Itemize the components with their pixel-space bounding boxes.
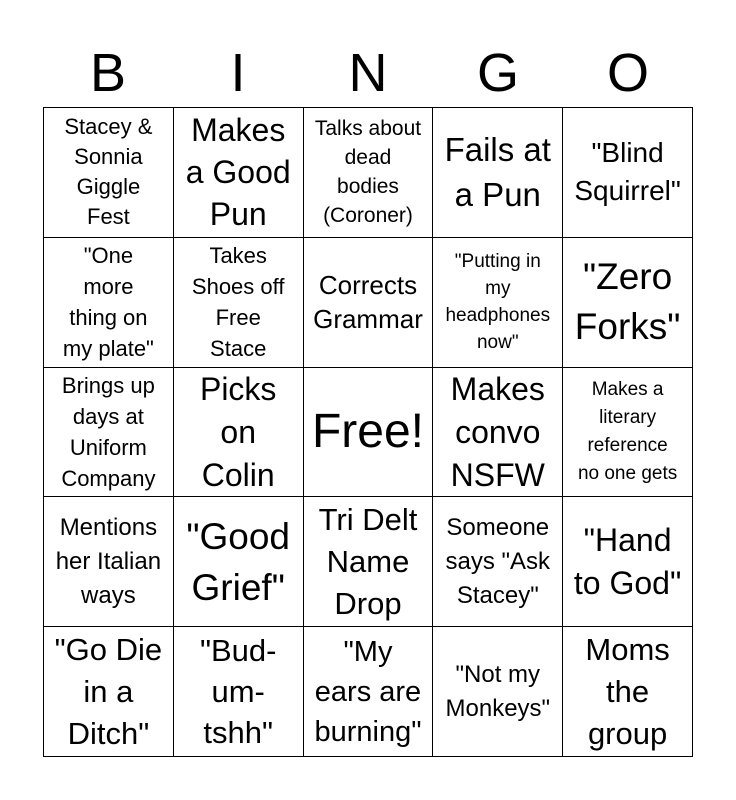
bingo-cell-text: Talks about dead bodies (Coroner) <box>314 117 422 228</box>
bingo-cell-text: Moms the group <box>585 631 670 751</box>
bingo-cell-text: "Hand to God" <box>573 521 682 601</box>
bingo-cell[interactable] <box>44 368 174 498</box>
bingo-free-cell[interactable] <box>304 368 434 498</box>
bingo-cell-text: "One more thing on my plate" <box>62 243 154 362</box>
header-letter-n: N <box>348 43 388 103</box>
bingo-cell[interactable] <box>433 497 563 627</box>
bingo-cell-text: "My ears are burning" <box>314 635 422 748</box>
bingo-cell[interactable] <box>563 368 693 498</box>
bingo-cell[interactable] <box>174 368 304 498</box>
bingo-cell-text: Stacey & Sonnia Giggle Fest <box>64 114 153 230</box>
bingo-cell-text: Fails at a Pun <box>444 131 551 214</box>
bingo-cell[interactable] <box>563 627 693 757</box>
bingo-cell-text: "Putting in my headphones now" <box>445 251 551 354</box>
bingo-cell-text: Tri Delt Name Drop <box>318 501 418 621</box>
bingo-cell[interactable] <box>433 108 563 238</box>
bingo-header <box>43 40 693 106</box>
bingo-cell-text: Picks on Colin <box>199 370 277 493</box>
bingo-cell[interactable] <box>433 627 563 757</box>
bingo-cell[interactable] <box>174 108 304 238</box>
bingo-card-grid <box>43 107 693 757</box>
bingo-cell[interactable] <box>174 627 304 757</box>
bingo-cell-text: Mentions her Italian ways <box>55 513 162 609</box>
bingo-cell-text: "Not my Monkeys" <box>445 660 551 722</box>
bingo-cell[interactable] <box>304 238 434 368</box>
bingo-cell[interactable] <box>563 497 693 627</box>
bingo-cell[interactable] <box>563 108 693 238</box>
bingo-cell-text: Takes Shoes off Free Stace <box>191 243 285 362</box>
bingo-cell-text: "Blind Squirrel" <box>574 137 681 207</box>
bingo-cell-text: Makes convo NSFW <box>450 370 545 493</box>
bingo-cell[interactable] <box>44 497 174 627</box>
bingo-cell[interactable] <box>174 497 304 627</box>
header-letter-i: I <box>230 43 246 103</box>
bingo-cell-text: "Bud- um- tshh" <box>199 633 277 751</box>
bingo-cell[interactable] <box>563 238 693 368</box>
bingo-cell[interactable] <box>174 238 304 368</box>
header-letter-o: O <box>606 43 649 103</box>
bingo-cell[interactable] <box>44 108 174 238</box>
bingo-cell-text: "Zero Forks" <box>574 256 681 348</box>
bingo-cell[interactable] <box>433 238 563 368</box>
bingo-cell[interactable] <box>304 108 434 238</box>
bingo-cell[interactable] <box>44 627 174 757</box>
bingo-cell[interactable] <box>304 497 434 627</box>
bingo-cell-text: Someone says "Ask Stacey" <box>445 513 551 609</box>
bingo-cell[interactable] <box>44 238 174 368</box>
bingo-cell-text: Free! <box>311 404 424 458</box>
header-letter-b: B <box>89 43 127 103</box>
bingo-cell[interactable] <box>304 627 434 757</box>
bingo-cell-text: Makes a literary reference no one gets <box>577 378 678 484</box>
bingo-cell[interactable] <box>433 368 563 498</box>
header-letter-g: G <box>476 43 519 103</box>
bingo-cell-text: "Go Die in a Ditch" <box>54 631 163 751</box>
bingo-cell-text: Makes a Good Pun <box>185 112 291 233</box>
bingo-cell-text: Brings up days at Uniform Company <box>61 372 156 491</box>
bingo-cell-text: "Good Grief" <box>186 515 291 608</box>
bingo-cell-text: Corrects Grammar <box>313 270 423 335</box>
